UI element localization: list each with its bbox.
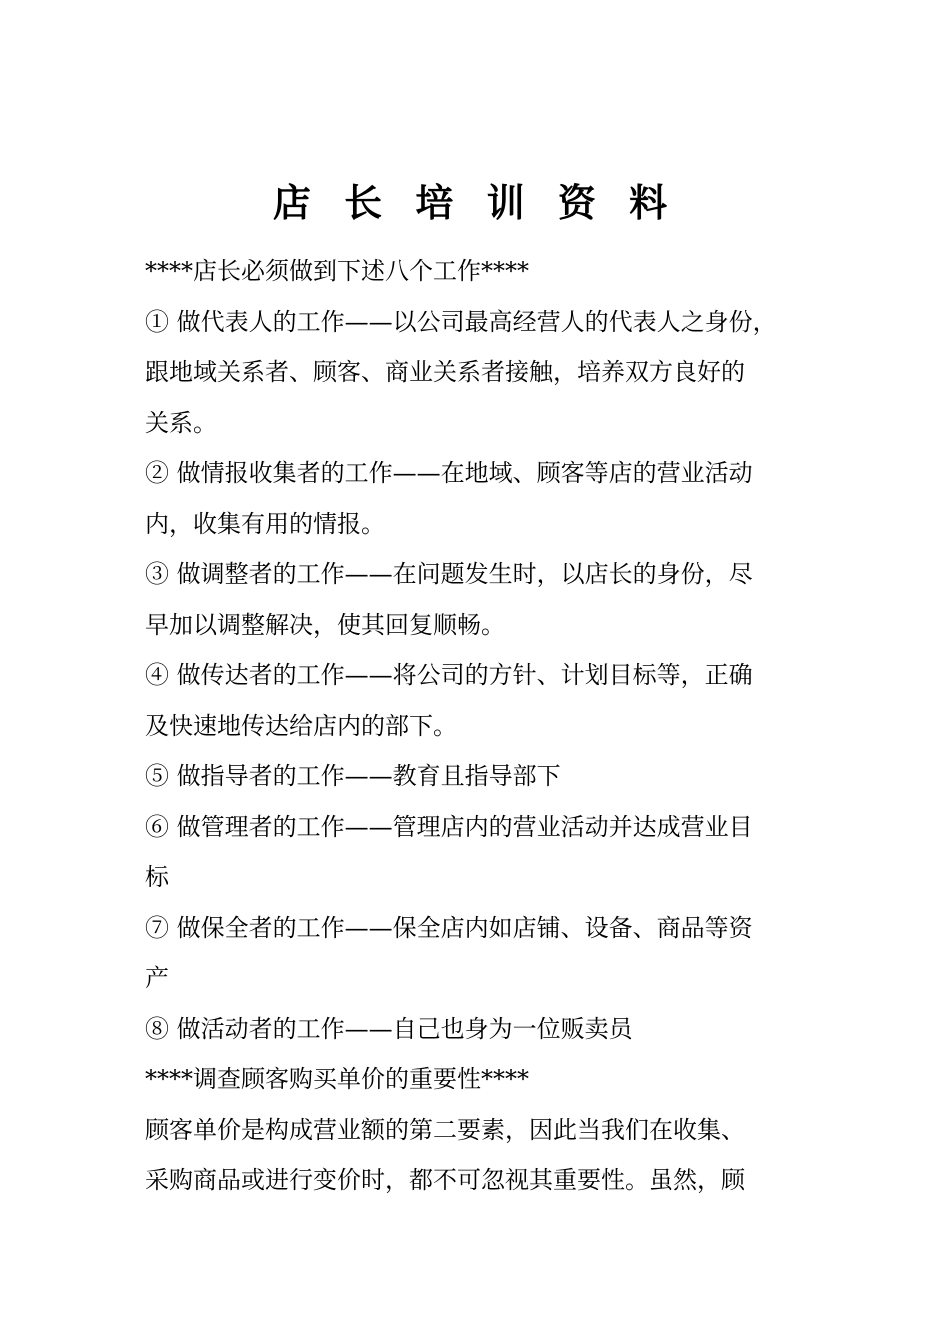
section-heading-eight-tasks: ****店长必须做到下述八个工作**** bbox=[145, 257, 529, 285]
text-line: 及快速地传达给店内的部下。 bbox=[145, 711, 457, 740]
text-line: 跟地域关系者、顾客、商业关系者接触，培养双方良好的 bbox=[145, 358, 745, 386]
document-body bbox=[145, 246, 835, 1206]
text-line: ④ 做传达者的工作——将公司的方针、计划目标等，正确 bbox=[145, 661, 753, 689]
text-line: 顾客单价是构成营业额的第二要素，因此当我们在收集、 bbox=[145, 1115, 745, 1144]
text-line: 内，收集有用的情报。 bbox=[145, 509, 385, 538]
text-line: ⑤ 做指导者的工作——教育且指导部下 bbox=[145, 762, 561, 790]
section-heading-unit-price: ****调查顾客购买单价的重要性**** bbox=[145, 1065, 529, 1093]
text-line: 标 bbox=[145, 863, 169, 891]
text-line: 早加以调整解决，使其回复顺畅。 bbox=[145, 610, 505, 639]
text-line: ⑥ 做管理者的工作——管理店内的营业活动并达成营业目 bbox=[145, 812, 753, 841]
text-line: ⑦ 做保全者的工作——保全店内如店铺、设备、商品等资 bbox=[145, 913, 753, 942]
text-line: ③ 做调整者的工作——在问题发生时，以店长的身份，尽 bbox=[145, 560, 753, 588]
text-line: 产 bbox=[145, 964, 169, 992]
text-line: ⑧ 做活动者的工作——自己也身为一位贩卖员 bbox=[145, 1014, 633, 1043]
document-title: 店 长 培 训 资 料 bbox=[272, 180, 678, 225]
text-line: 采购商品或进行变价时，都不可忽视其重要性。虽然，顾 bbox=[145, 1166, 745, 1194]
text-line: ② 做情报收集者的工作——在地域、顾客等店的营业活动 bbox=[145, 459, 753, 487]
text-line: ① 做代表人的工作——以公司最高经营人的代表人之身份， bbox=[145, 307, 777, 336]
text-line: 关系。 bbox=[145, 408, 217, 437]
